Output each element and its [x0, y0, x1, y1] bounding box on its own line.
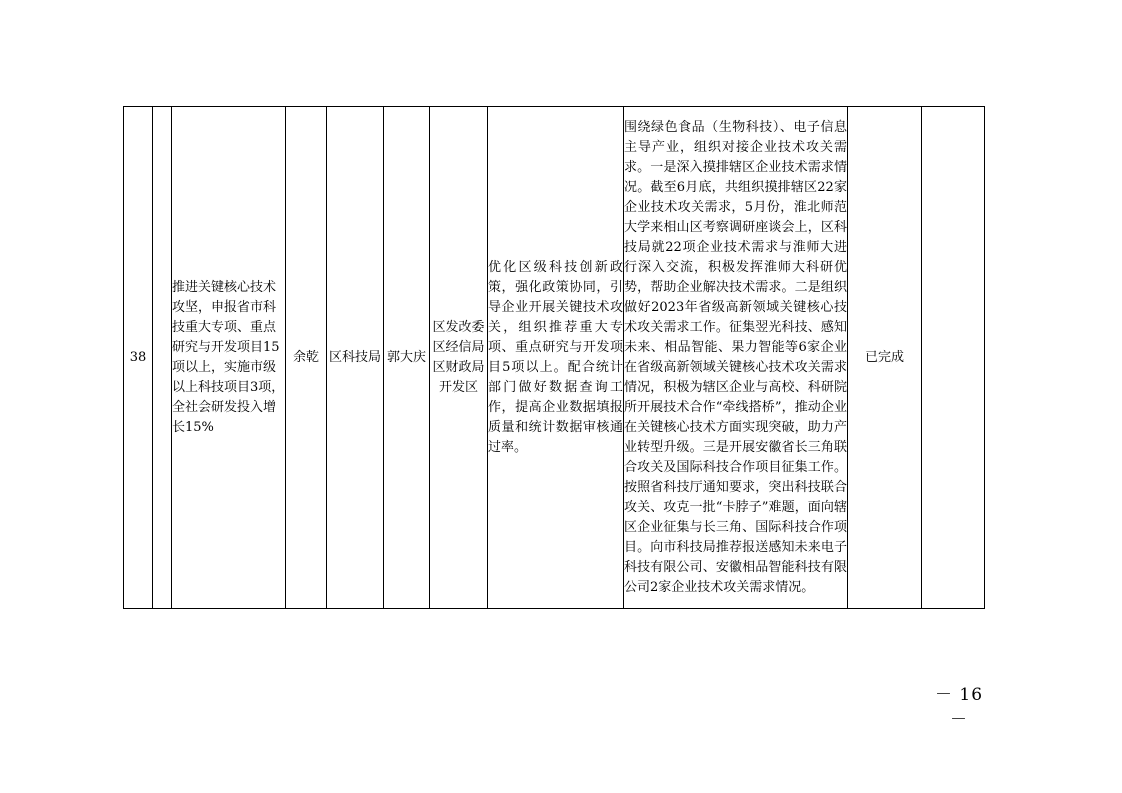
page-number: － 16 －: [934, 685, 984, 730]
row-number: 38: [124, 107, 153, 609]
lead-unit-cell: 区科技局: [327, 107, 384, 609]
cooperating-units-cell: 区发改委区经信局区财政局开发区: [430, 107, 488, 609]
leader-cell: 余乾: [286, 107, 327, 609]
task-cell: 推进关键核心技术攻坚，申报省市科技重大专项、重点研究与开发项目15项以上，实施市级以上科技项目3项，全社会研发投入增长15%: [172, 107, 286, 609]
work-progress-table: [123, 106, 985, 609]
blank-cell-b: [922, 107, 985, 609]
blank-cell-a: [153, 107, 172, 609]
status-cell: 已完成: [848, 107, 922, 609]
responsible-person-cell: 郭大庆: [384, 107, 430, 609]
table-row: [124, 107, 985, 609]
progress-cell: 围绕绿色食品（生物科技）、电子信息主导产业，组织对接企业技术攻关需求。一是深入摸排辖区企业技术需求情况。截至6月底，共组织摸排辖区22家企业技术攻关需求，5月份，淮北师范大学来相山区考察调研座谈会上，区科技局就22项企业技术需求与淮师大进行深入交流，积极发挥淮师大科研优势，帮助企业解决技术需求。二是组织做好2023年省级高新领域关键核心技术攻关需求工作。征集翌光科技、感知未来、相品智能、果力智能等6家企业在省级高新领域关键核心技术攻关需求情况，积极为辖区企业与高校、科研院所开展技术合作“牵线搭桥”，推动企业在关键核心技术方面实现突破，助力产业转型升级。三是开展安徽省长三角联合攻关及国际科技合作项目征集工作。按照省科技厅通知要求，突出科技联合攻关、攻克一批“卡脖子”难题，面向辖区企业征集与长三角、国际科技合作项目。向市科技局推荐报送感知未来电子科技有限公司、安徽相品智能科技有限公司2家企业技术攻关需求情况。: [624, 107, 848, 609]
measures-cell: 优化区级科技创新政策，强化政策协同，引导企业开展关键技术攻关，组织推荐重大专项、重点研究与开发项目5项以上。配合统计部门做好数据查询工作，提高企业数据填报质量和统计数据审核通过率。: [488, 107, 624, 609]
